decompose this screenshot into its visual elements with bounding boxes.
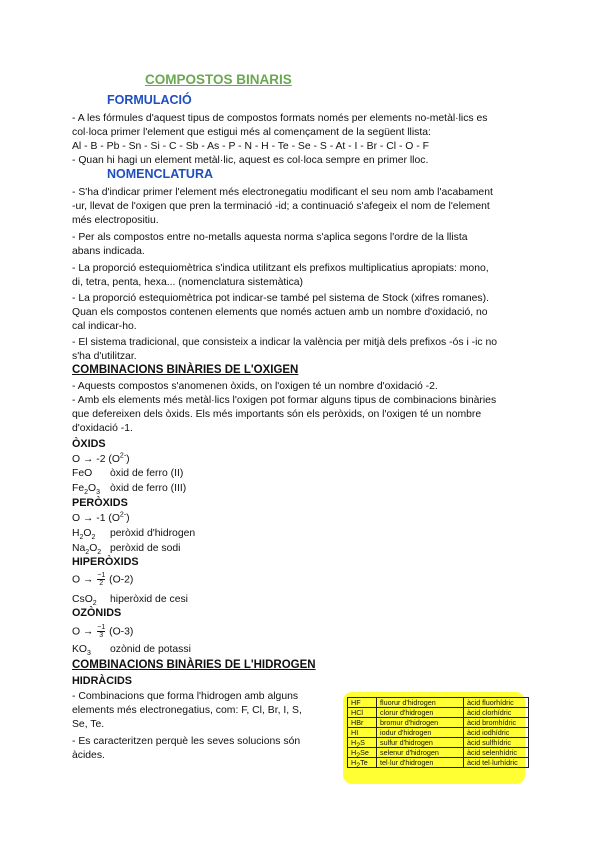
nomenclatura-line: Quan els compostos contenen elements que només actuen amb un nombre d'oxidació, no: [72, 307, 488, 318]
peroxids-rule: O → -1 $(O^{2-})$: [72, 511, 130, 524]
peroxid-formula: $H_2O_2$: [72, 528, 96, 542]
nomenclatura-line: di, tetra, penta, hexa... (nomenclatura sistemàtica): [72, 277, 304, 288]
hiperoxids-rule: O → $\frac{-1}{2}$ (O-2): [72, 572, 134, 587]
nomenclatura-line: més electropositiu.: [72, 215, 159, 226]
nomenclatura-line: -ur, llevat de l'oxigen que pren la terminació -id; a continuació s'afegeix el nom de l'element: [72, 201, 490, 212]
hidracids-line: - Es caracteritzen perquè les seves solucions són: [72, 736, 301, 747]
nomenclatura-heading: NOMENCLATURA: [107, 167, 214, 181]
nomenclatura-line: - El sistema tradicional, que consisteix a indicar la valència per mitjà dels prefixos -ós i -ic no: [72, 337, 498, 348]
nomenclatura-line: cal indicar-ho.: [72, 321, 137, 332]
hidracids-heading: HIDRÀCIDS: [72, 675, 132, 687]
hidracids-line: - Combinacions que forma l'hidrogen amb alguns: [72, 691, 299, 702]
table-formula-cell: $H_2Se$: [348, 748, 377, 758]
peroxid-example: $H_2O_2$ peròxid d'hidrogen: [72, 528, 196, 542]
nomenclatura-line: - La proporció estequiomètrica pot indicar-se també pel sistema de Stock (xifres romanes).: [72, 293, 489, 304]
table-row: HCl clorur d'hidrogen àcid clorhídric: [348, 708, 529, 718]
oxid-formula: FeO: [72, 468, 93, 479]
peroxids-heading: PERÒXIDS: [72, 497, 128, 509]
nomenclatura-line: abans indicada.: [72, 246, 145, 257]
fraction: $\frac{-1}{2}$: [97, 572, 106, 587]
ozonid-formula: $KO_3$: [72, 644, 91, 658]
table-row: HBr bromur d'hidrogen àcid bromhídric: [348, 718, 529, 728]
table-formula-cell: $H_2S$: [348, 738, 377, 748]
oxigen-line: - Aquests compostos s'anomenen òxids, on l'oxigen té un nombre d'oxidació -2.: [72, 381, 438, 392]
hidracids-line: àcides.: [72, 750, 105, 761]
oxigen-heading: COMBINACIONS BINÀRIES DE L'OXIGEN: [72, 364, 299, 376]
nomenclatura-line: - S'ha d'indicar primer l'element més electronegatiu modificant el seu nom amb l'acabament: [72, 187, 493, 198]
hiperoxid-example: CsO$_2$ hiperòxid de cesi: [72, 594, 188, 608]
hiperoxid-formula: CsO$_2$: [72, 594, 97, 608]
oxigen-line: que defereixen dels òxids. Els més importants són els peròxids, on l'oxigen té un nombre: [72, 409, 482, 420]
formulacio-line: - A les fórmules d'aquest tipus de compostos formats només per elements no-metàl·lics es: [72, 113, 488, 124]
document-title: COMPOSTOS BINARIS: [145, 72, 292, 87]
hidracids-table: [347, 697, 529, 768]
element-order-list: Al - B - Pb - Sn - Si - C - Sb - As - P - N - H - Te - Se - S - At - I - Br - Cl - O - F: [72, 141, 429, 152]
oxigen-line: - Amb els elements més metàl·lics l'oxigen pot formar alguns tipus de combinacions binàries: [72, 395, 497, 406]
peroxid-example: $Na_2O_2$ peròxid de sodi: [72, 543, 181, 557]
oxigen-line: d'oxidació -1.: [72, 423, 133, 434]
ozonid-example: $KO_3$ ozònid de potassi: [72, 644, 191, 658]
oxids-heading: ÒXIDS: [72, 438, 106, 450]
hiperoxids-heading: HIPERÒXIDS: [72, 556, 139, 568]
table-row: $H_2Te$ tel·lur d'hidrogen àcid tel·lurhídric: [348, 758, 529, 768]
table-formula-cell: $H_2Te$: [348, 758, 377, 768]
table-row: HI iodur d'hidrogen àcid iodhídric: [348, 728, 529, 738]
nomenclatura-line: s'ha d'utilitzar.: [72, 351, 137, 362]
oxid-example: $Fe_2O_3$ òxid de ferro (III): [72, 483, 187, 497]
formulacio-heading: FORMULACIÓ: [107, 93, 192, 107]
hidrogen-heading: COMBINACIONS BINÀRIES DE L'HIDROGEN: [72, 659, 316, 671]
table-row: $H_2Se$ selenur d'hidrogen àcid selenhídric: [348, 748, 529, 758]
nomenclatura-line: - La proporció estequiomètrica s'indica utilitzant els prefixos multiplicatius apropiats: mono,: [72, 263, 489, 274]
oxids-rule: O → -2 $(O^{2-})$: [72, 452, 130, 465]
oxid-formula: $Fe_2O_3$: [72, 483, 101, 497]
peroxid-formula: $Na_2O_2$: [72, 543, 102, 557]
nomenclatura-line: - Per als compostos entre no-metalls aquesta norma s'aplica segons l'ordre de la llista: [72, 232, 468, 243]
hidracids-line: elements més electronegatius, com: F, Cl, Br, I, S,: [72, 705, 302, 716]
formulacio-line: col·loca primer l'element que estigui més al començament de la següent llista:: [72, 127, 431, 138]
table-row: $H_2S$ sulfur d'hidrogen àcid sulfhídric: [348, 738, 529, 748]
formulacio-line: - Quan hi hagi un element metàl·lic, aquest es col·loca sempre en primer lloc.: [72, 155, 429, 166]
oxid-example: FeO òxid de ferro (II): [72, 468, 184, 479]
table-row: HF fluorur d'hidrogen àcid fluorhídric: [348, 698, 529, 708]
fraction: $\frac{-1}{3}$: [97, 624, 106, 639]
hidracids-line: Se, Te.: [72, 719, 105, 730]
ozonids-rule: O → $\frac{-1}{3}$ (O-3): [72, 624, 134, 639]
ozonids-heading: OZÒNIDS: [72, 607, 122, 619]
